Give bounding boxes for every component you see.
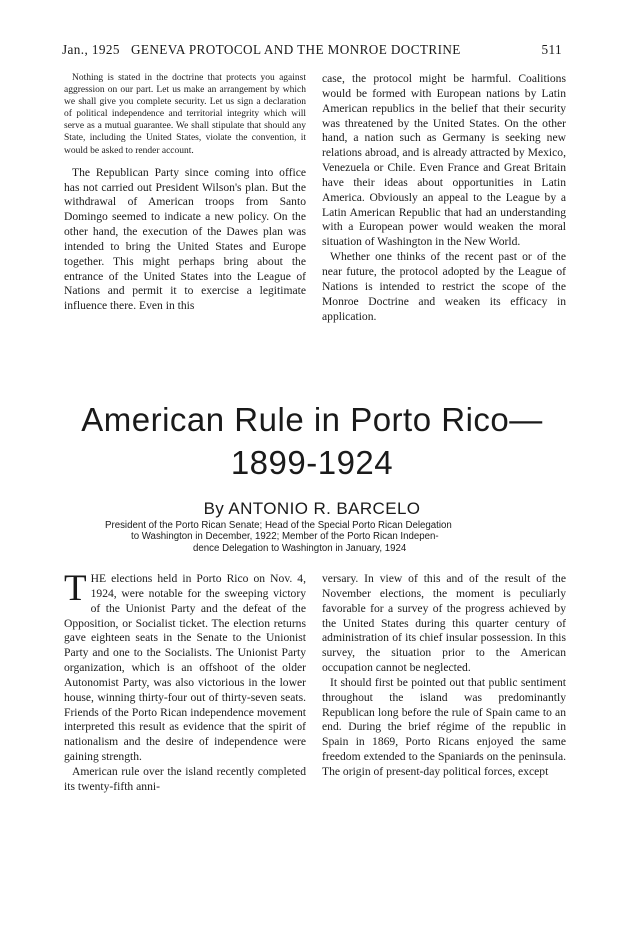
header-title: GENEVA PROTOCOL AND THE MONROE DOCTRINE [130,42,461,57]
top-left-paragraph: The Republican Party since coming into office has not carried out President Wilson's plan. But the withdrawal of American troops from Santo Domingo seemed to indicate a new policy. On the other hand, the execution of the Dawes plan was intended to bring the United States and Europe together. This might perhaps bring about the entrance of the United States into the League of Nations and permit it to exercise a legitimate influence there. Even in this [64,165,306,313]
article-paragraph-1 [64,568,306,765]
author-credit [105,520,535,554]
author-byline: By ANTONIO R. BARCELO [203,499,421,518]
top-left-column [64,72,306,314]
credit-line-2: to Washington in December, 1922; Member of the Porto Rican Indepen- [131,531,439,543]
credit-line-1: President of the Porto Rican Senate; Head of the Special Porto Rican Delegation [105,520,452,531]
article-title: American Rule in Porto Rico— [81,401,543,438]
article-paragraph-4: It should first be pointed out that public sentiment throughout the island was predominantly Republican long before the rule of Spain came to an end. During the brief régime of the republic in Spain in 1869, Porto Ricans enjoyed the same freedom extended to the Spaniards on the peninsula. The origin of present-day political forces, except [322,675,566,778]
top-right-paragraph-2: Whether one thinks of the recent past or of the near future, the protocol adopted by the League of Nations is intended to restrict the scope of the Monroe Doctrine and weaken its efficacy in application. [322,250,566,323]
top-right-column [322,72,566,324]
article-paragraph-3: versary. In view of this and of the result of the November elections, the moment is peculiarly favorable for a survey of the progress achieved by the United States during this quarter century of administration of its chief insular possession. In this survey, the situation prior to the American occupation cannot be neglected. [322,572,566,675]
running-header [62,42,562,58]
article-paragraph-1-text: HE elections held in Porto Rico on Nov. 4, 1924, were notable for the sweeping victory of the Unionist Party and the defeat of the Opposition, or Socialist ticket. The election returns gave eighteen seats in the Senate to the Unionist Party and one to the Socialists. The Unionist Party organization, which is an offshoot of the older Autonomist Party, was also victorious in the lower house, winning thirty-four out of thirty-seven seats. Friends of the Porto Rican independence movement interpreted this result as evidence that the spirit of nationalism and the desire of independence were gaining strength. [64,572,306,764]
top-right-paragraph-1: case, the protocol might be harmful. Coalitions would be formed with European nations by Latin American republics in the belief that their security was threatened by the United States. On the other hand, a nation such as Germany is seeking new relations abroad, and is already attracted by Mexico, Venezuela or Chile. Even France and Great Britain have their ideas about opportunities in Latin America. Obviously an appeal to the League by a Latin American Republic that had an understanding with a European power would weaken the moral situation of Washington in the New World. [322,72,566,249]
article-paragraph-2: American rule over the island recently completed its twenty-fifth anni- [64,764,306,793]
article-title-years: 1899-1924 [230,444,394,481]
credit-line-3: dence Delegation to Washington in January, 1924 [193,542,407,554]
header-date: Jan., 1925 [62,42,120,57]
page-number: 511 [541,42,562,57]
quoted-passage: Nothing is stated in the doctrine that protects you against aggression on our part. Let us make an arrangement by which we shall give you complete security. Let us sign a declaration of political independence and territorial integrity which will serve as a mutual guarantee. We shall stipulate that should any State, including the United States, violate the convention, it would be asked to render account. [64,73,306,156]
article-right-column [322,572,566,780]
drop-cap: T [64,568,87,609]
article-left-column [64,568,306,795]
